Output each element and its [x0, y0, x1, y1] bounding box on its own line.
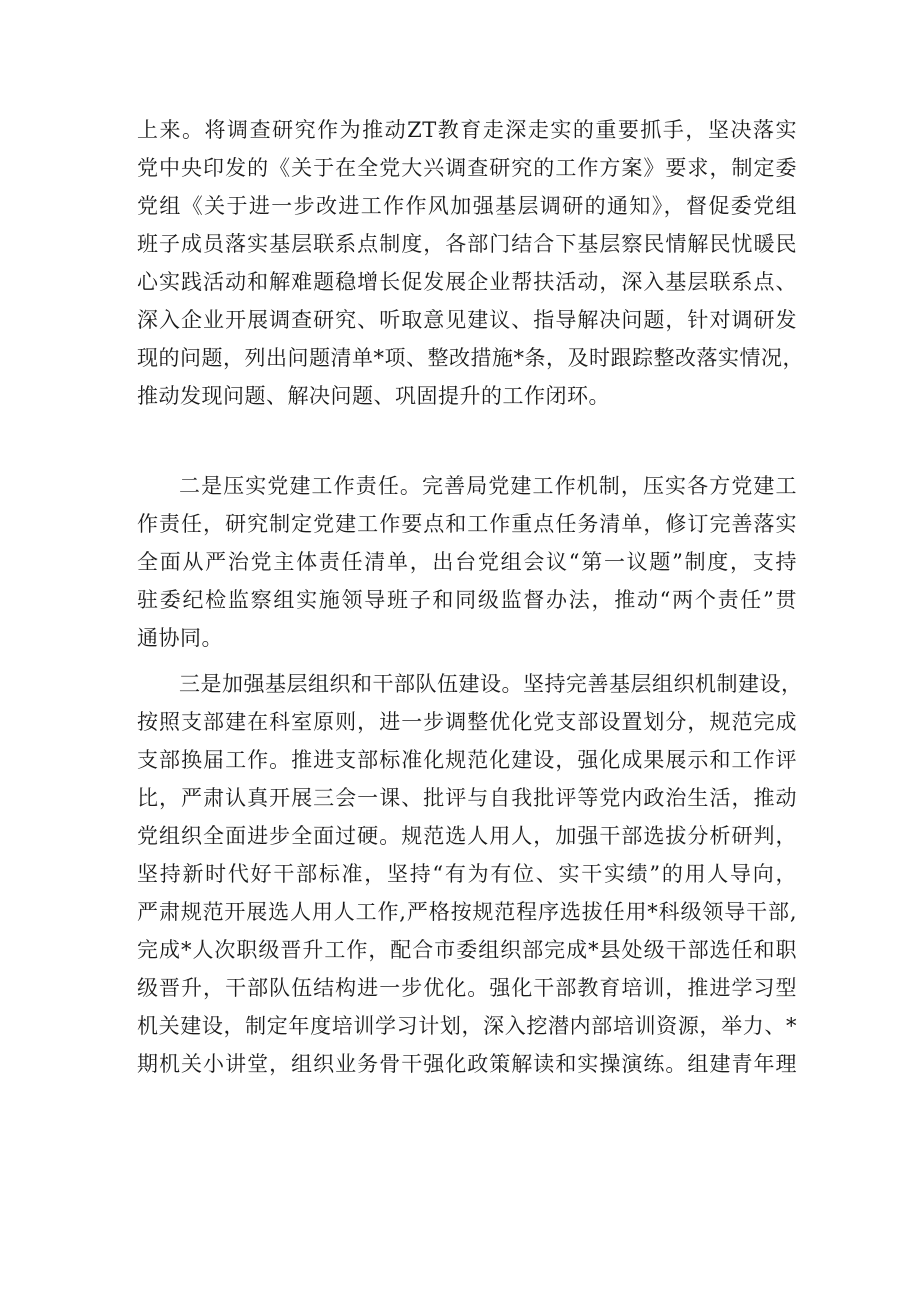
paragraph-1: [137, 111, 804, 415]
text-line: 现的问题，列出问题清单*项、整改措施*条，及时跟踪整改落实情况，: [137, 346, 804, 370]
text-line: 党组《关于进一步改进工作作风加强基层调研的通知》，督促委党组: [137, 194, 797, 218]
text-line: 支部换届工作。推进支部标准化规范化建设，强化成果展示和工作评: [137, 748, 797, 772]
text-line: 上来。将调查研究作为推动ZT教育走深走实的重要抓手，坚决落实: [137, 118, 797, 142]
text-line: 按照支部建在科室原则，进一步调整优化党支部设置划分，规范完成: [137, 710, 797, 734]
text-line: 期机关小讲堂，组织业务骨干强化政策解读和实操演练。组建青年理: [137, 1052, 797, 1076]
text-line: 驻委纪检监察组实施领导班子和同级监督办法，推动“两个责任”贯: [137, 588, 797, 612]
text-line: 严肃规范开展选人用人工作,严格按规范程序选拔任用*科级领导干部,: [137, 900, 797, 924]
text-line: 三是加强基层组织和干部队伍建设。坚持完善基层组织机制建设，: [179, 672, 803, 696]
text-line: 心实践活动和解难题稳增长促发展企业帮扶活动，深入基层联系点、: [137, 270, 797, 294]
text-line: 党中央印发的《关于在全党大兴调查研究的工作方案》要求，制定委: [137, 156, 797, 180]
text-line: 全面从严治党主体责任清单，出台党组会议“第一议题”制度，支持: [137, 550, 797, 574]
text-line: 作责任，研究制定党建工作要点和工作重点任务清单，修订完善落实: [137, 512, 797, 536]
text-line: 党组织全面进步全面过硬。规范选人用人，加强干部选拔分析研判，: [137, 824, 797, 848]
text-line: 级晋升，干部队伍结构进一步优化。强化干部教育培训，推进学习型: [137, 976, 797, 1000]
text-line: 通协同。: [137, 626, 223, 650]
text-line: 班子成员落实基层联系点制度，各部门结合下基层察民情解民忧暖民: [137, 232, 797, 256]
text-line: 机关建设，制定年度培训学习计划，深入挖潜内部培训资源，举力、*: [137, 1014, 797, 1038]
text-line: 坚持新时代好干部标准，坚持“有为有位、实干实绩”的用人导向，: [137, 862, 797, 886]
text-line: 推动发现问题、解决问题、巩固提升的工作闭环。: [137, 384, 610, 408]
paragraph-2: [137, 467, 797, 657]
text-line: 比，严肃认真开展三会一课、批评与自我批评等党内政治生活，推动: [137, 786, 797, 810]
text-line: 二是压实党建工作责任。完善局党建工作机制，压实各方党建工: [179, 474, 797, 498]
text-line: 完成*人次职级晋升工作，配合市委组织部完成*县处级干部选任和职: [137, 938, 797, 962]
paragraph-3: [137, 665, 803, 1083]
text-line: 深入企业开展调查研究、听取意见建议、指导解决问题，针对调研发: [137, 308, 797, 332]
